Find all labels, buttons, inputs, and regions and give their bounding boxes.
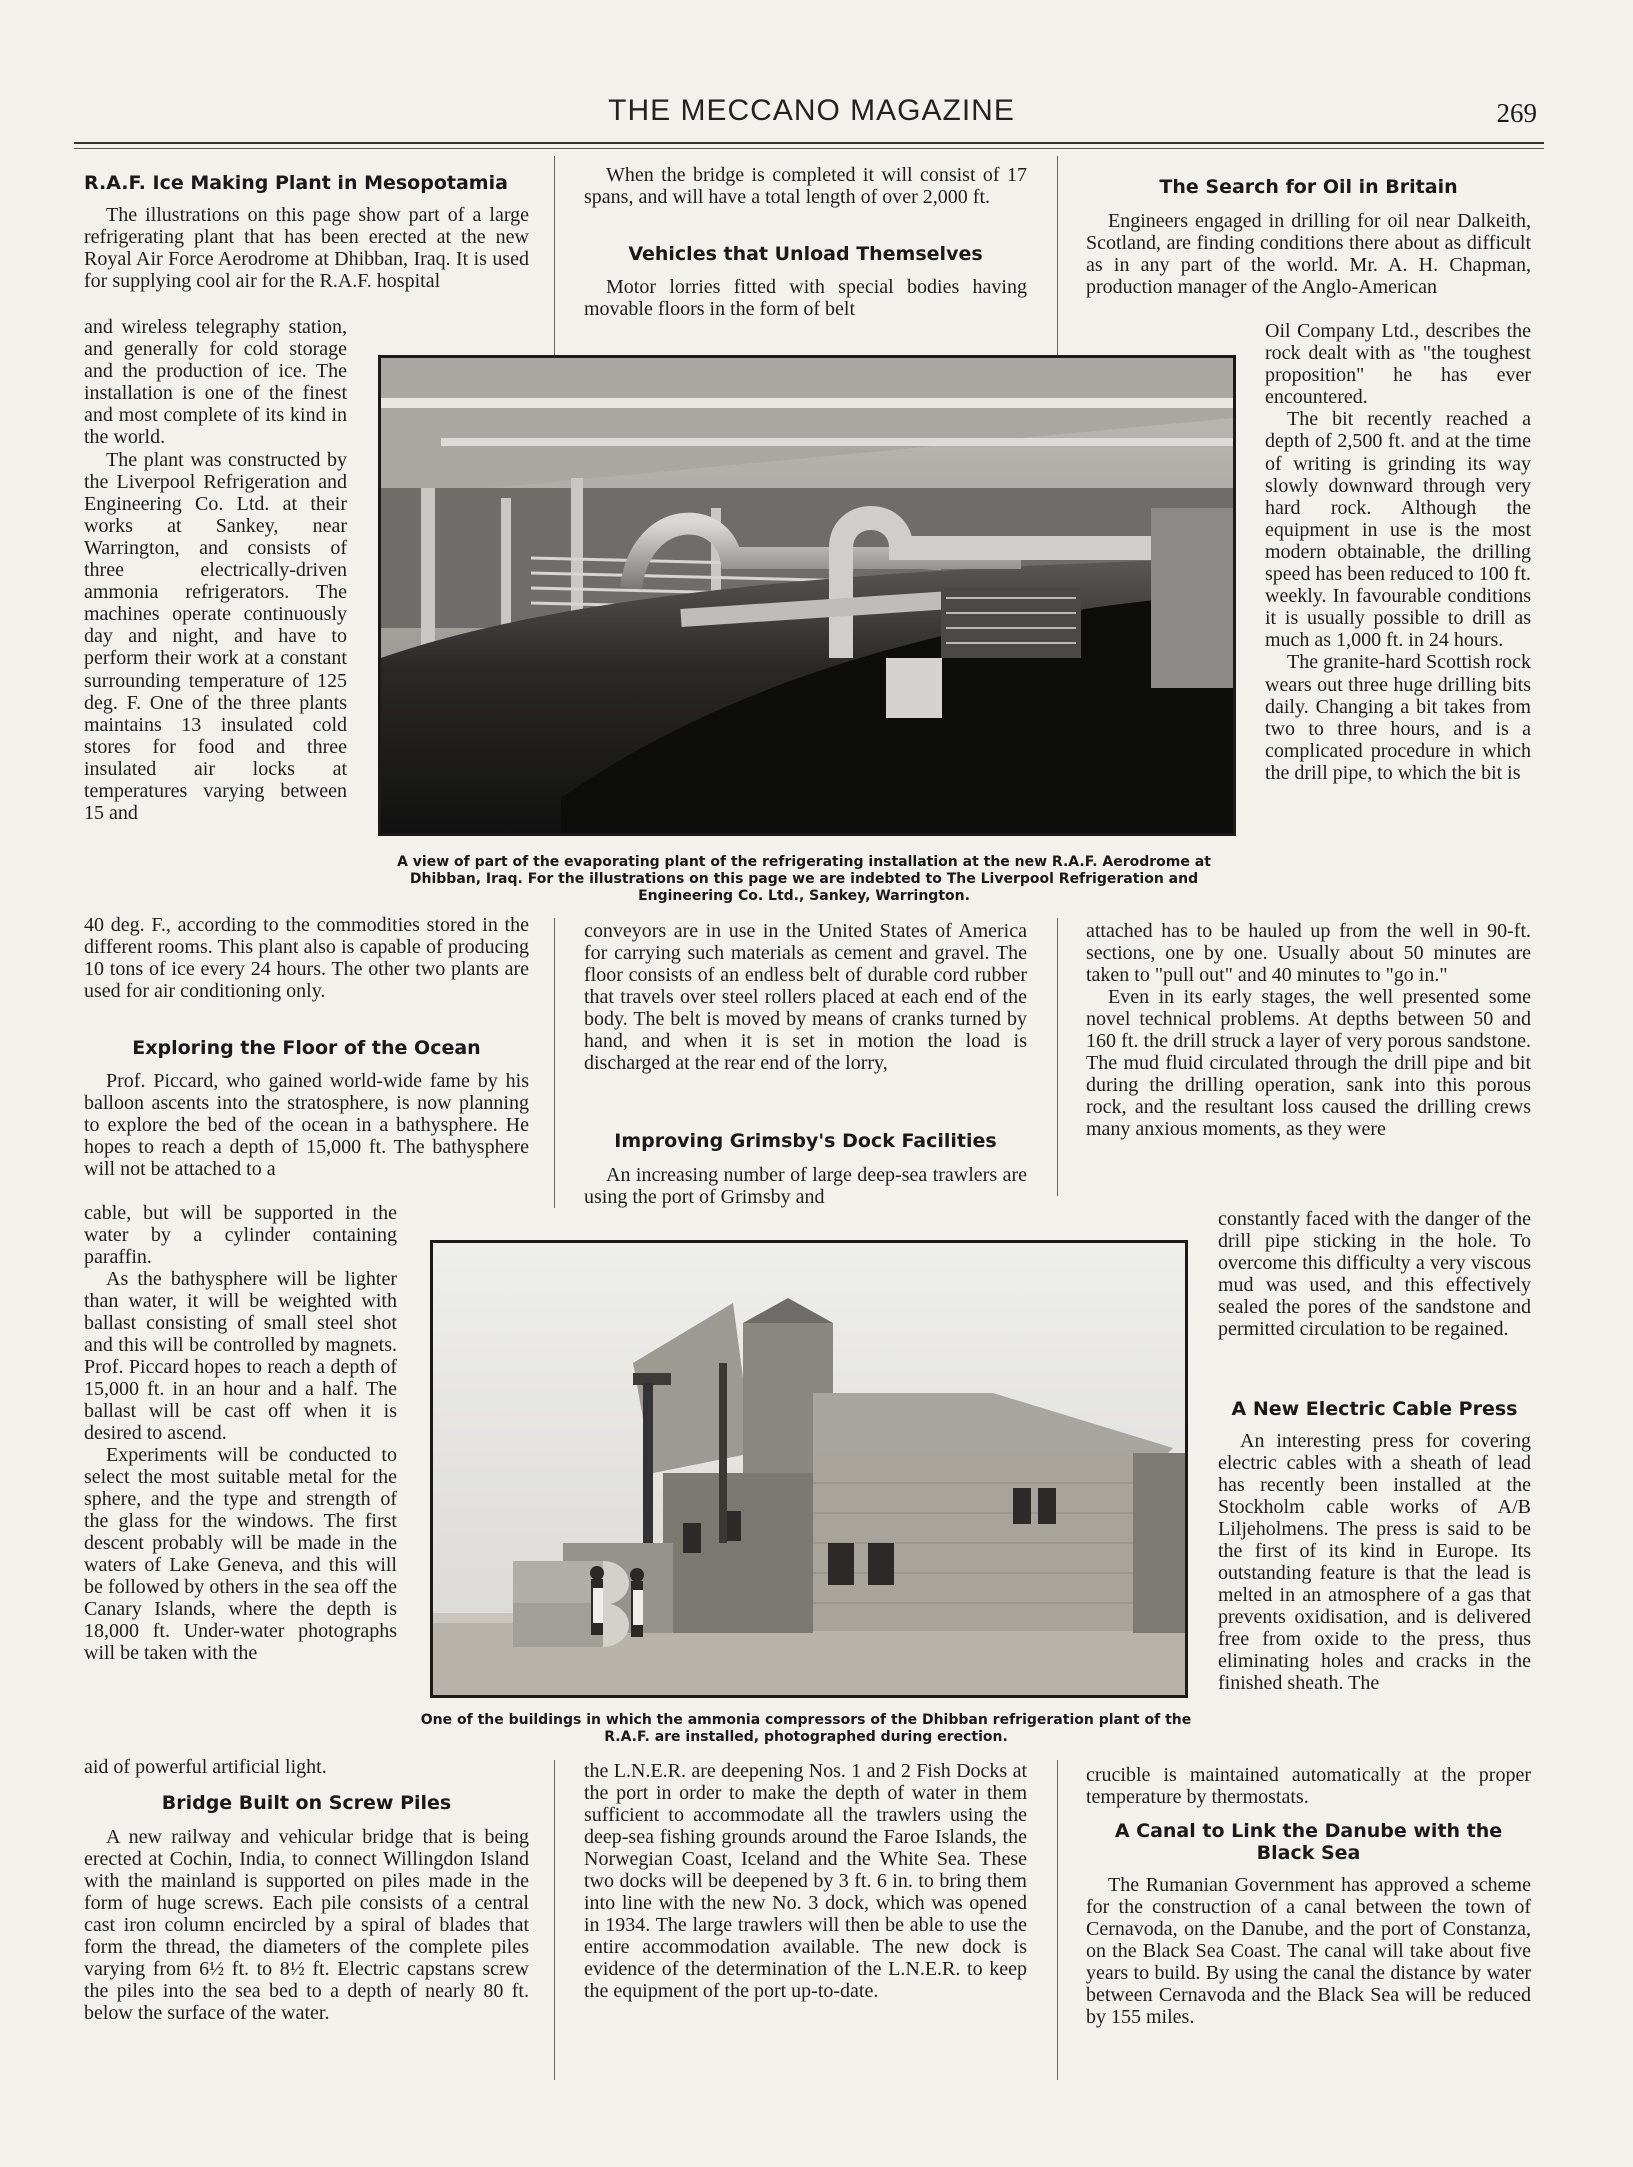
- heading-cable: A New Electric Cable Press: [1231, 1398, 1518, 1420]
- heading-ice-plant: R.A.F. Ice Making Plant in Mesopotamia: [84, 172, 508, 194]
- paragraph: An increasing number of large deep-sea trawlers are using the port of Grimsby and: [584, 1164, 1027, 1208]
- article-oil-narrow: [1265, 320, 1531, 784]
- page-number: 269: [1496, 98, 1537, 128]
- paragraph: 40 deg. F., according to the commodities stored in the different rooms. This plant also is capable of producing 10 tons of ice every 24 hours. The other two plants are used for air conditioning only.: [84, 914, 529, 1002]
- column-divider: [1057, 1760, 1058, 2080]
- paragraph: An interesting press for covering electric cables with a sheath of lead has recently been installed at the Stockholm cable works of A/B Liljeholmens. The press is said to be the first of its kind in Europe. Its outstanding feature is that the lead is melted in an atmosphere of a gas that prevents oxidisation, and is delivered free from oxide to the press, thus eliminating holes and cracks in the finished sheath. The: [1218, 1430, 1531, 1694]
- paragraph: constantly faced with the danger of the drill pipe sticking in the hole. To overcome this difficulty a very viscous mud was used, and this effectively sealed the pores of the sandstone and permitted circulation to be regained.: [1218, 1208, 1531, 1340]
- paragraph: crucible is maintained automatically at the proper temperature by thermostats.: [1086, 1764, 1531, 1808]
- paragraph: and wireless telegraphy station, and generally for cold storage and the production of ice. The installation is one of the finest and most complete of its kind in the world.: [84, 316, 347, 449]
- article-grimsby-start: [584, 1164, 1027, 1208]
- article-ice-plant-intro: [84, 204, 529, 292]
- paragraph: the L.N.E.R. are deepening Nos. 1 and 2 Fish Docks at the port in order to make the depth of water in them sufficient to accommodate all the trawlers using the deep-sea fishing grounds around the Faroe Islands, the Norwegian Coast, Iceland and the White Sea. These two docks will be deepened by 3 ft. 6 in. to bring them into line with the new No. 3 dock, which was opened in 1934. The large trawlers will then be able to use the entire accommodation available. The new dock is evidence of the determination of the L.N.E.R. to keep the equipment of the port up-to-date.: [584, 1760, 1027, 2002]
- article-cable-end: [1086, 1764, 1531, 1808]
- article-ice-plant-end: [84, 914, 529, 1002]
- heading-grimsby: Improving Grimsby's Dock Facilities: [614, 1130, 997, 1152]
- header-rule: [74, 142, 1544, 144]
- paragraph: The granite-hard Scottish rock wears out three huge drilling bits daily. Changing a bit takes from two to three hours, and is a complicated procedure in which the drill pipe, to which the bit is: [1265, 651, 1531, 784]
- photo-compressor-building-image: [433, 1243, 1185, 1695]
- article-canal: [1086, 1874, 1531, 2028]
- heading-bridge: Bridge Built on Screw Piles: [161, 1792, 452, 1814]
- paragraph: Engineers engaged in drilling for oil near Dalkeith, Scotland, are finding conditions there about as difficult as in any part of the world. Mr. A. H. Chapman, production manager of the Anglo-American: [1086, 210, 1531, 298]
- paragraph: Prof. Piccard, who gained world-wide fame by his balloon ascents into the stratosphere, is now planning to explore the bed of the ocean in a bathysphere. He hopes to reach a depth of 15,000 ft. The bathysphere will not be attached to a: [84, 1070, 529, 1180]
- paragraph: The illustrations on this page show part of a large refrigerating plant that has been erected at the new Royal Air Force Aerodrome at Dhibban, Iraq. It is used for supplying cool air for the R.A.F. hospital: [84, 204, 529, 292]
- article-bridge-continued: [584, 164, 1027, 208]
- paragraph: As the bathysphere will be lighter than water, it will be weighted with ballast consisting of small steel shot and this will be controlled by magnets. Prof. Piccard hopes to reach a depth of 15,000 ft. in an hour and a half. The ballast will be cast off when it is desired to ascend.: [84, 1268, 397, 1444]
- column-divider: [554, 156, 555, 356]
- heading-vehicles: Vehicles that Unload Themselves: [628, 243, 983, 265]
- paragraph: Oil Company Ltd., describes the rock dealt with as "the toughest proposition" he has ever encountered.: [1265, 320, 1531, 409]
- paragraph: Motor lorries fitted with special bodies having movable floors in the form of belt: [584, 276, 1027, 320]
- article-oil-narrow-end: [1218, 1208, 1531, 1340]
- article-ice-plant-narrow: [84, 316, 347, 824]
- article-oil-wide: [1086, 920, 1531, 1140]
- article-ocean-wide: [84, 1070, 529, 1180]
- photo-evaporating-plant: [378, 355, 1236, 836]
- caption-compressor-building: One of the buildings in which the ammonia compressors of the Dhibban refrigeration plant of the R.A.F. are installed, photographed during erection.: [420, 1712, 1192, 1745]
- article-vehicles-start: [584, 276, 1027, 320]
- heading-ocean: Exploring the Floor of the Ocean: [132, 1037, 481, 1059]
- column-divider: [1057, 918, 1058, 1196]
- caption-evaporating-plant: A view of part of the evaporating plant of the refrigerating installation at the new R.A.F. Aerodrome at Dhibban, Iraq. For the illustrations on this page we are indebted to The Liverpool Refrigeration and Engineering Co. Ltd., Sankey, Warrington.: [397, 854, 1211, 904]
- article-ocean-end: [84, 1756, 529, 1778]
- article-oil-intro: [1086, 210, 1531, 298]
- paragraph: aid of powerful artificial light.: [84, 1756, 327, 1778]
- masthead: THE MECCANO MAGAZINE: [608, 94, 1015, 127]
- paragraph: cable, but will be supported in the water by a cylinder containing paraffin.: [84, 1202, 397, 1268]
- header-rule-thin: [74, 148, 1544, 149]
- paragraph: Experiments will be conducted to select the most suitable metal for the sphere, and the type and strength of the glass for the windows. The first descent probably will be made in the waters of Lake Geneva, and this will be followed by others in the sea off the Canary Islands, where the depth is 18,000 ft. Under-water photographs will be taken with the: [84, 1444, 397, 1664]
- article-bridge: [84, 1826, 529, 2024]
- paragraph: The bit recently reached a depth of 2,500 ft. and at the time of writing is grinding its way slowly downward through very hard rock. Although the equipment in use is the most modern obtainable, the drilling speed has been reduced to 100 ft. weekly. In favourable conditions it is usually possible to drill as much as 1,000 ft. in 24 hours.: [1265, 408, 1532, 652]
- column-divider: [554, 1760, 555, 2080]
- paragraph: conveyors are in use in the United States of America for carrying such materials as cement and gravel. The floor consists of an endless belt of durable cord rubber that travels over steel rollers placed at each end of the body. The belt is moved by means of cranks turned by hand, and when it is set in motion the load is discharged at the rear end of the lorry,: [584, 920, 1027, 1074]
- paragraph: The plant was constructed by the Liverpool Refrigeration and Engineering Co. Ltd. at their works at Sankey, near Warrington, and consists of three electrically-driven ammonia refrigerators. The machines operate continuously day and night, and have to perform their work at a constant surrounding temperature of 125 deg. F. One of the three plants maintains 13 insulated cold stores for food and three insulated air locks at temperatures varying between 15 and: [84, 448, 347, 825]
- photo-evaporating-plant-image: [381, 358, 1233, 833]
- article-vehicles: [584, 920, 1027, 1074]
- photo-compressor-building: [430, 1240, 1188, 1698]
- paragraph: Even in its early stages, the well presented some novel technical problems. At depths between 50 and 160 ft. the drill struck a layer of very porous sandstone. The mud fluid circulated through the drill pipe and bit during the drilling operation, sank into this porous rock, and the resultant loss caused the drilling crews many anxious moments, as they were: [1086, 986, 1531, 1140]
- heading-canal: A Canal to Link the Danube with the Black Sea: [1114, 1820, 1503, 1864]
- paragraph: The Rumanian Government has approved a scheme for the construction of a canal between the town of Cernavoda, on the Danube, and the port of Constanza, on the Black Sea Coast. The canal will take about five years to build. By using the canal the distance by water between Cernavoda and the Black Sea will be reduced by 155 miles.: [1086, 1874, 1531, 2028]
- article-grimsby: [584, 1760, 1027, 2002]
- page-header: [80, 94, 1543, 138]
- paragraph: attached has to be hauled up from the well in 90-ft. sections, one by one. Usually about 50 minutes are taken to "pull out" and 40 minutes to "go in.": [1086, 920, 1531, 986]
- column-divider: [554, 918, 555, 1208]
- paragraph: When the bridge is completed it will consist of 17 spans, and will have a total length of over 2,000 ft.: [584, 164, 1027, 208]
- article-ocean-narrow: [84, 1202, 397, 1664]
- heading-oil: The Search for Oil in Britain: [1159, 176, 1458, 198]
- column-divider: [1057, 156, 1058, 356]
- article-cable: [1218, 1430, 1531, 1694]
- paragraph: A new railway and vehicular bridge that is being erected at Cochin, India, to connect Willingdon Island with the mainland is supported on piles made in the form of huge screws. Each pile consists of a central cast iron column encircled by a spiral of blades that form the thread, the diameters of the complete piles varying from 6½ ft. to 8½ ft. Electric capstans screw the piles into the sea bed to a depth of nearly 80 ft. below the surface of the water.: [84, 1826, 529, 2024]
